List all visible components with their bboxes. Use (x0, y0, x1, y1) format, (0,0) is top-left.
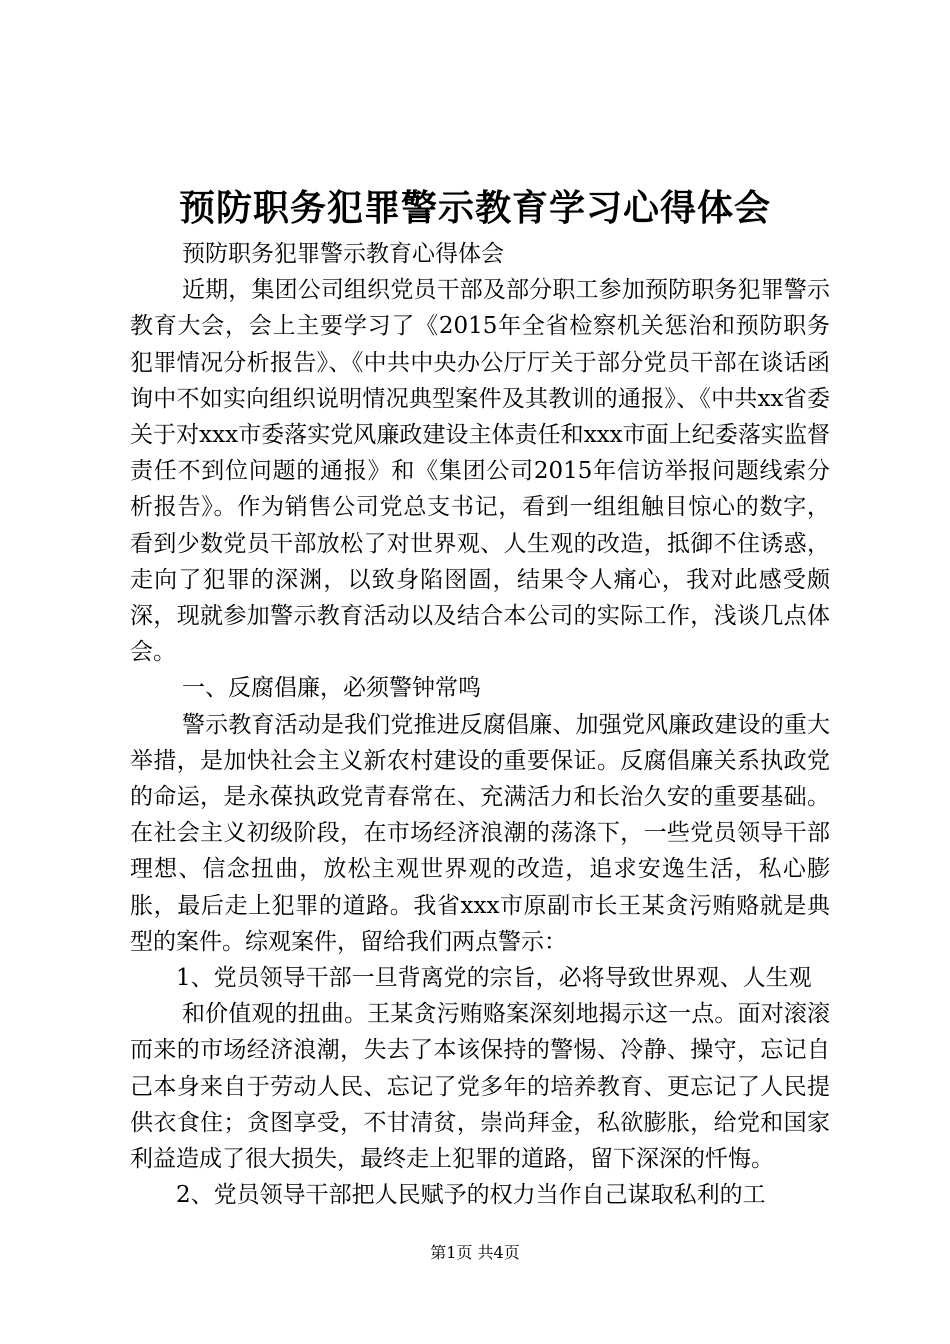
body-paragraph: 近期，集团公司组织党员干部及部分职工参加预防职务犯罪警示教育大会，会上主要学习了《2015年全省检察机关惩治和预防职务犯罪情况分析报告》、《中共中央办公厅厅关于部分党员干部在谈话函询中不如实向组织说明情况典型案件及其教训的通报》、《中共xx省委关于对xxx市委落实党风廉政建设主体责任和xxx市面上纪委落实监督责任不到位问题的通报》和《集团公司2015年信访举报问题线索分析报告》。作为销售公司党总支书记，看到一组组触目惊心的数字，看到少数党员干部放松了对世界观、人生观的改造，抵御不住诱惑，走向了犯罪的深渊，以致身陷囹圄，结果令人痛心，我对此感受颇深，现就参加警示教育活动以及结合本公司的实际工作，浅谈几点体会。 (130, 277, 830, 666)
section-heading: 一、反腐倡廉，必须警钟常鸣 (182, 675, 481, 702)
body-paragraph: 警示教育活动是我们党推进反腐倡廉、加强党风廉政建设的重大举措，是加快社会主义新农村建设的重要保证。反腐倡廉关系执政党的命运，是永葆执政党青春常在、充满活力和长治久安的重要基础。在社会主义初级阶段，在市场经济浪潮的荡涤下，一些党员领导干部理想、信念扭曲，放松主观世界观的改造，追求安逸生活，私心膨胀，最后走上犯罪的道路。我省xxx市原副市长王某贪污贿赂就是典型的案件。综观案件，留给我们两点警示： (130, 711, 830, 955)
subtitle-paragraph: 预防职务犯罪警示教育心得体会 (182, 241, 504, 267)
document-body (130, 236, 830, 1213)
list-item-paragraph: 2、党员领导干部把人民赋予的权力当作自己谋取私利的工 (176, 1182, 766, 1209)
list-item-paragraph: 1、党员领导干部一旦背离党的宗旨，必将导致世界观、人生观 (176, 965, 812, 992)
body-paragraph: 和价值观的扭曲。王某贪污贿赂案深刻地揭示这一点。面对滚滚而来的市场经济浪潮，失去了本该保持的警惕、冷静、操守，忘记自己本身来自于劳动人民、忘记了党多年的培养教育、更忘记了人民提供衣食住；贪图享受，不甘清贫，崇尚拜金，私欲膨胀，给党和国家利益造成了很大损失，最终走上犯罪的道路，留下深深的忏悔。 (130, 1001, 830, 1173)
document-title: 预防职务犯罪警示教育学习心得体会 (178, 187, 771, 229)
page-footer: 第1页 共4页 (430, 1243, 520, 1262)
